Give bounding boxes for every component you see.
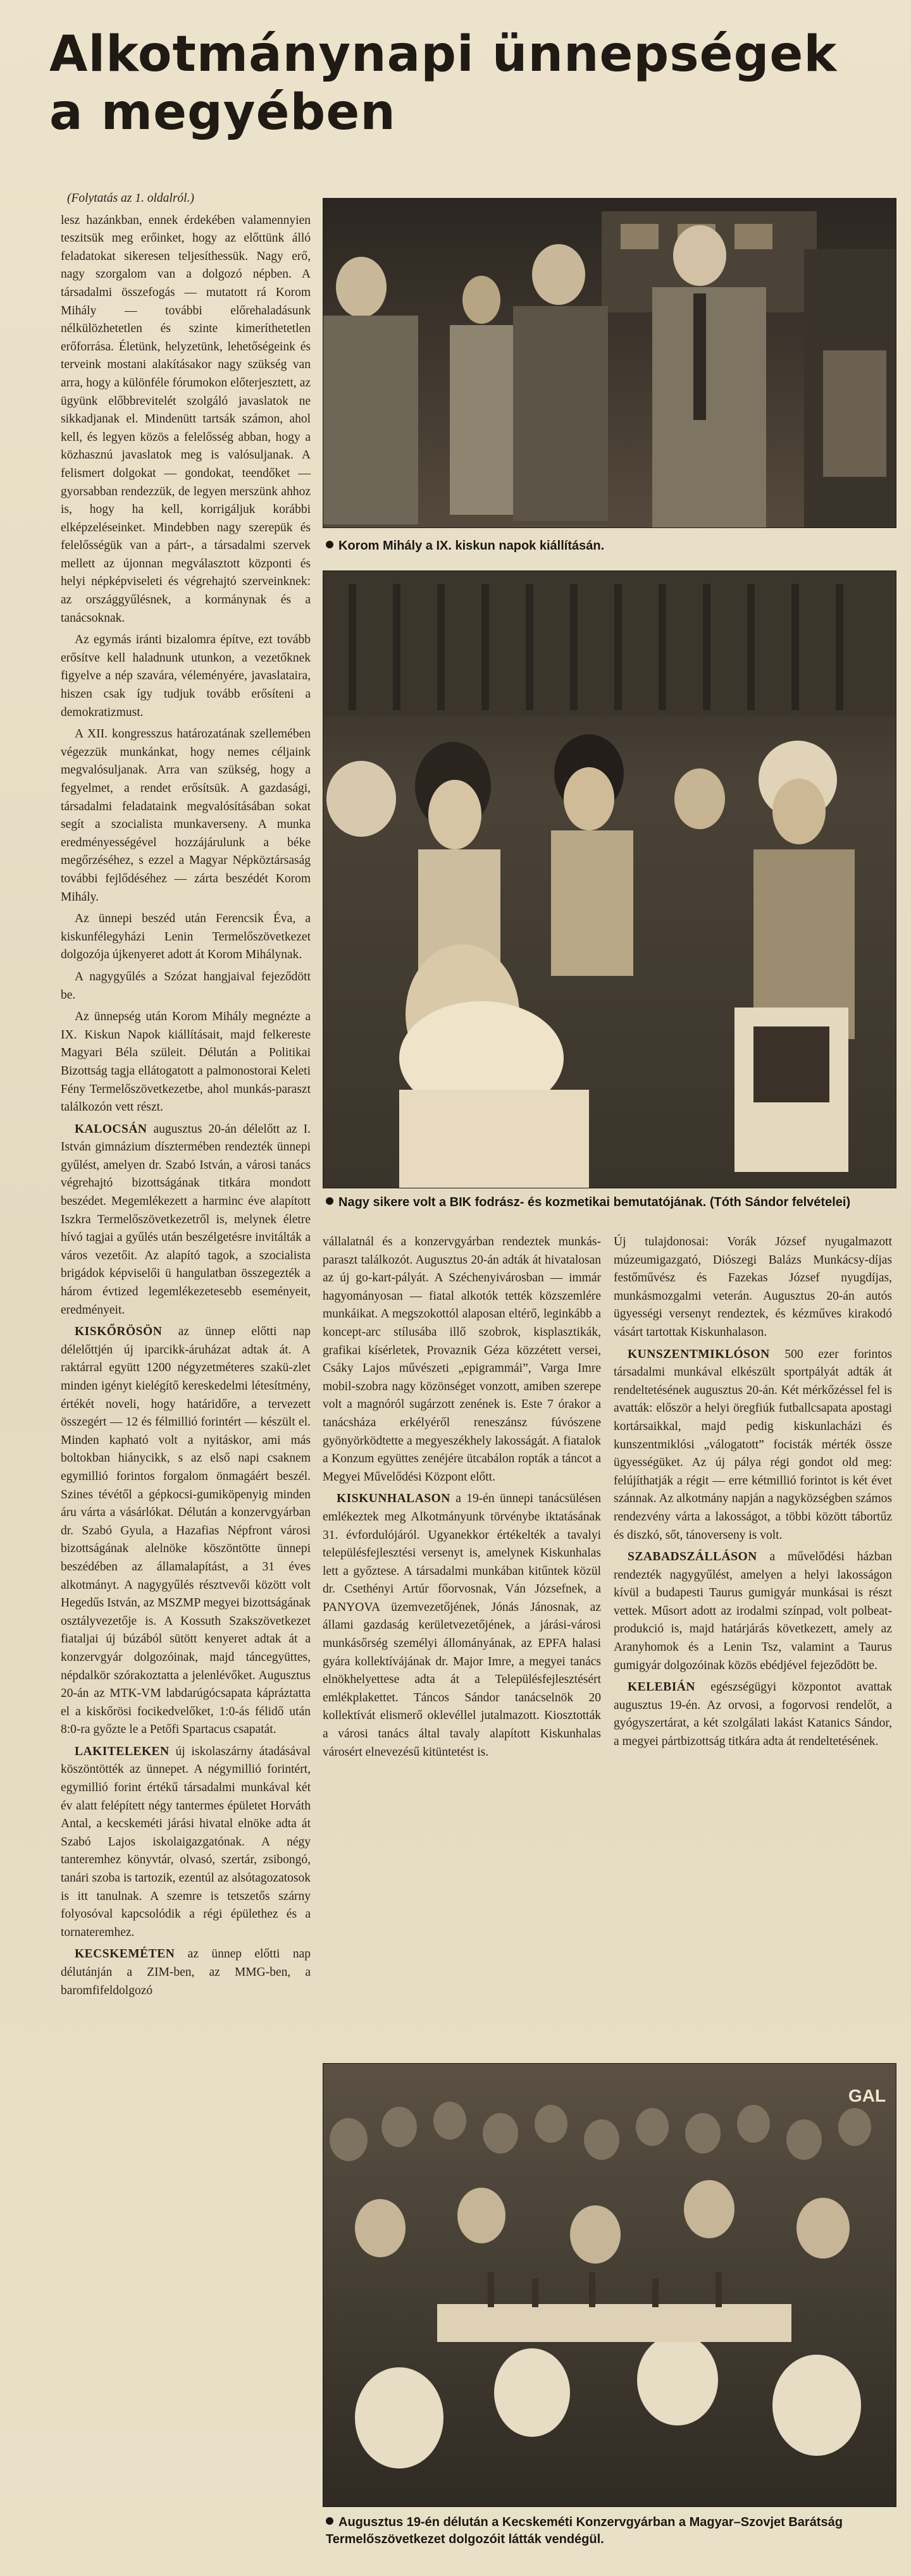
article-paragraph: lesz hazánkban, ennek érdekében valamennyien teszitsük meg erőinket, hogy az előttünk álló feladatokat sikeresen teljesíthessük. Nagy erő, nagy szorgalom van a dolgozó népben. A társadalmi összefogás — mutatott rá Korom Mihály — további előrehaladásunk nélkülözhetetlen és szinte kimeríthetetlen erőforrása. Életünk, helyzetünk, lehetőségeink és terveink mostani alakításakor nagy szükség van arra, hogy a különféle fórumokon előterjesztett, az ügyünk előbbrevitelét szolgáló javaslatok ne sikkadjanak el. Mindenütt tartsák számon, ahol kell, és legyen közös a felelősség abban, hogy a közhasznú javaslatok meg is valósuljanak. A felismert dolgokat — gondokat, teendőket — gyorsabban rendezzük, de legyen merszünk ahhoz is, hogy ha kell, korrigáljuk korábbi elképzeléseinket. Mindebben nagy szerepük és felelősségük van a párt-, a társadalmi szervek mellett az újonnan megválasztott központi és helyi népképviseleti és végrehajtó szerveinknek: az országgyűlésnek, a kormánynak és a tanácsoknak. (61, 213, 311, 625)
paragraph-text: az ünnep előtti nap délutánján a ZIM-ben, az MMG-ben, a baromfifeldolgozó (61, 1947, 311, 1997)
article-paragraph: Az ünnepi beszéd után Ferencsik Éva, a kiskunfélegyházi Lenin Termelőszövetkezet dolgozója újkenyeret adott át Korom Mihálynak. (61, 912, 311, 962)
article-paragraph: Az ünnepség után Korom Mihály megnézte a IX. Kiskun Napok kiállításait, majd felkereste Magyari Béla szüleit. Délután a Politikai Bizottság tagja ellátogatott a palmonostorai Keleti Fény Termelőszövetkezetbe, ahol munkás-paraszt találkozón vett részt. (61, 1010, 311, 1114)
article-paragraph-kiskunhalas (323, 1490, 601, 1761)
town-lead: SZABADSZÁLLÁSON (628, 1550, 757, 1564)
paragraph-text: augusztus 20-án délelőtt az I. István gimnázium dísztermében rendezték ünnepi gyűlést, amelyen dr. Szabó István, a városi tanács végrehajtó bizottságának titkára mondott beszédet. Megemlékezett a harminc éve alapított Iszkra Termelőszövetkezetről is, melynek életre hívó tagjai a gyűlés után beszélgetésre invitálták a város vezetőit. Az alapító tagok, a szocialista brigádok képviselői ü hangulatban összegezték a három évtized legemlékezetesebb eseményeit, eredményeit. (61, 1122, 311, 1317)
town-lead: KISKUNHALASON (337, 1492, 450, 1506)
article-paragraph: Új tulajdonosai: Vorák József nyugalmazott múzeumigazgató, Diószegi Balázs Munkácsy-díjas festőművész és Fazekas József nyugdíjas, munkásmozgalmi veterán. Augusztus 20-án autós ügyességi versenyt rendeztek, és kézműves kirakodó vásárt tartottak Kiskunhalason. (614, 1235, 892, 1339)
article-paragraph-kelebia (614, 1679, 892, 1751)
article-paragraph: A nagygyűlés a Szózat hangjaival fejeződött be. (61, 970, 311, 1002)
article-paragraph: vállalatnál és a konzervgyárban rendeztek munkás-paraszt találkozót. Augusztus 20-án adták át hivatalosan az új go-kart-pályát. A Széchenyivárosban — immár hagyományosan — fiatal alkotók tették közszemlére munkáikat. A megszokottól alaposan eltérő, leginkább a koncept-arc stílusába illő szobrok, kisplasztikák, grafikai kísérletek, Provaznik Géza közzétett versei, Csáky Lajos művészeti „epigrammái”, Varga Imre mobil-szobra nagy közönséget vonzott, amiben szerepe volt a magnóról sugárzott zenének is. Este 7 órakor a tanácsháza erkélyéről reneszánsz fúvószene gyönyörködtette a megyeszékhely lakosságát. A fiatalok a Konzum együttes zenéjére ütcabálon ropták a táncot a Megyei Művelődési Központ előtt. (323, 1235, 601, 1484)
town-lead: KECSKEMÉTEN (75, 1947, 175, 1961)
article-paragraph-kalocsa (61, 1121, 311, 1320)
caption-text: Augusztus 19-én délután a Kecskeméti Konzervgyárban a Magyar–Szovjet Barátság Termelőszövetkezet dolgozóit látták vendégül. (326, 2515, 843, 2546)
caption-photo3 (326, 2514, 898, 2548)
photo-hairdresser-show (323, 570, 896, 1188)
column-right (614, 1233, 892, 2049)
article-paragraph-kunszentmiklos (614, 1346, 892, 1545)
article-paragraph-kecskemet (61, 1945, 311, 2000)
photo-hairdresser-image (323, 571, 896, 1188)
caption-bullet-icon (326, 1197, 333, 1205)
town-lead: KUNSZENTMIKLÓSON (628, 1347, 770, 1361)
column-middle (323, 1233, 601, 2049)
photo-cannery-reception (323, 2063, 896, 2507)
paragraph-text: új iskolaszárny átadásával köszöntötték az ünnepet. A négymillió forintért, egymillió forint értékű társadalmi munkával két év alatt felépített négy tantermes épületet Horváth Antal, a kecskeméti járási hivatal elnöke adta át Szabó Lajos iskolaigazgatónak. A négy tanteremhez könyvtár, olvasó, szertár, zsibongó, tanári szoba is tartozik, ezentúl az alsótagozatosok is itt tanulnak. A szemre is tetszetős szárny folyosóval kapcsolódik a régi épülethez és a tornateremhez. (61, 1744, 311, 1939)
paragraph-text: a 19-én ünnepi tanácsülésen emlékeztek meg Alkotmányunk törvénybe iktatásának 31. évfordulójáról. Ugyanekkor értékelték a tavalyi településfejlesztési versenyt is, amelynek Kiskunhalas lett a győztese. A társadalmi munkában kitűntek közül dr. Csethényi Artúr főorvosnak, Ván Józsefnek, a PANYOVA üzemvezetőjének, Jónás Jánosnak, az állami gazdaság kerületvezetőjének, a járási-városi munkásőrség személyi állományának, az EPFA halasi gyára kollektívájának dr. Major Imre, a megyei tanács elnökhelyettese adta át a Településfejlesztésért emlékplakettet. Táncos Sándor tanácselnök 20 kollektívát elismerő oklevéllel jutalmazott. Kiosztották a városi tanács által tavaly alapított Kiskunhalas városért elnevezésű kitüntetést is. (323, 1492, 601, 1759)
photo-exhibition (323, 198, 896, 528)
banner-text: GAL (848, 2086, 886, 2105)
photo-exhibition-image (323, 199, 896, 527)
caption-bullet-icon (326, 541, 333, 548)
continued-note: (Folytatás az 1. oldalról.) (67, 192, 194, 205)
caption-photo2 (326, 1194, 898, 1211)
town-lead: KISKŐRÖSÖN (75, 1325, 163, 1339)
article-paragraph: A XII. kongresszus határozatának szellemében végezzük munkánkat, hogy nemes céljaink megvalósuljanak. Arra van szükség, hogy a fegyelmet, a rendet erősítsük. A gazdasági, társadalmi feladataink megvalósításában sokat segít a szocialista munkaverseny. A munka eredményességével hozzájárulunk a béke megőrzéséhez, s ezzel a Magyar Népköztársaság további fejlődéséhez — zárta beszédét Korom Mihály. (61, 727, 311, 904)
town-lead: LAKITELEKEN (75, 1744, 170, 1758)
caption-text: Korom Mihály a IX. kiskun napok kiállításán. (338, 539, 605, 553)
caption-photo1 (326, 538, 895, 555)
photo-cannery-image (323, 2064, 896, 2506)
article-paragraph-kiskoros (61, 1323, 311, 1739)
article-paragraph-lakitelek (61, 1743, 311, 1942)
town-lead: KELEBIÁN (628, 1680, 695, 1694)
caption-text: Nagy sikere volt a BIK fodrász- és kozmetikai bemutatójának. (Tóth Sándor felvételei) (338, 1195, 851, 1209)
paragraph-text: az ünnep előtti nap délelőttjén új iparcikk-áruházat adtak át. A raktárral együtt 1200 négyzetméteres szakü-zlet minden igényt kielégítő kereskedelmi létesítmény, értékét noveli, hogy határidőre, a tervezett összegért — 12 és félmillió forintért — készült el. Minden kapható volt a nyitáskor, ami más boltokban hiánycikk, s az első napi csaknem egymillió forintos forgalom önmagáért beszél. Szines tévétől a gépkocsi-gumiköpenyig minden áru várta a vásárlókat. Délután a konzervgyárban dr. Szabó Gyula, a Hazafias Népfront városi bizottságának alelnöke köszöntötte ünnepi beszédében az államalapítást, a 31 éves alkotmányt. A nagygyűlés résztvevői között volt Hegedűs István, az MSZMP megyei bizottságának osztályvezetője is. A Kossuth Szakszövetkezet fiataljai új búzából sütött kenyeret adtak át a konzervgyár dolgozóinak, majd táncegyüttes, népdalkör szórakoztatta a jelenlévőket. Augusztus 20-án az MTK-VM labdarúgócsapata kápráztatta el a kiskőrösi focikedvelőket, 1:0-ás félidő után 8:0-ra győzte le a Petőfi Spartacus csapatát. (61, 1325, 311, 1737)
article-paragraph-szabadszallas (614, 1548, 892, 1675)
headline: Alkotmánynapi ünnepségek a megyében (49, 26, 838, 141)
town-lead: KALOCSÁN (75, 1122, 147, 1136)
caption-bullet-icon (326, 2517, 333, 2525)
paragraph-text: 500 ezer forintos társadalmi munkával elkészült sportpályát adták át rendeltetésének augusztus 20-án. Két mérkőzéssel fel is avatták: először a helyi öregfiúk futballcsapata apostagi kortársaikkal, majd pedig kiskunlacházi és kunszentmiklósi „válogatott” focisták mérték össze ügyességüket. Az új pálya régi gondot old meg: felújíthatják a régit — erre kétmillió forintot is két évet szánnak. Az alkotmány napján a nagyközségben számos rendezvény várta a lakosságot, a többi között tábortűz és diszkó, sőt, tánoverseny is volt. (614, 1347, 892, 1542)
column-left (61, 190, 311, 2568)
paragraph-text: egészségügyi központot avattak augusztus 19-én. Az orvosi, a fogorvosi rendelőt, a gyógyszertárat, a két szolgálati lakást Katanics Sándor, a megyei pártbizottság titkára adta át rendeltetésének. (614, 1680, 892, 1749)
paragraph-text: a művelődési házban rendezték nagygyűlést, amelyen a helyi lakosságon kívül a budapesti Taurus gumigyár munkásai is részt vettek. Műsort adott az irodalmi színpad, volt polbeat-produkció is, majd határjárás következett, amely az Aranyhomok és a Lenin Tsz, valamint a Taurus gumigyár dolgozóinak közös ebédjével fejeződött be. (614, 1550, 892, 1672)
article-paragraph: Az egymás iránti bizalomra építve, ezt tovább erősítve kell haladnunk utunkon, a vezetőknek figyelve a nép szavára, véleményére, javaslataira, hiszen csak így tudjuk tovább erősíteni a demokratizmust. (61, 633, 311, 719)
